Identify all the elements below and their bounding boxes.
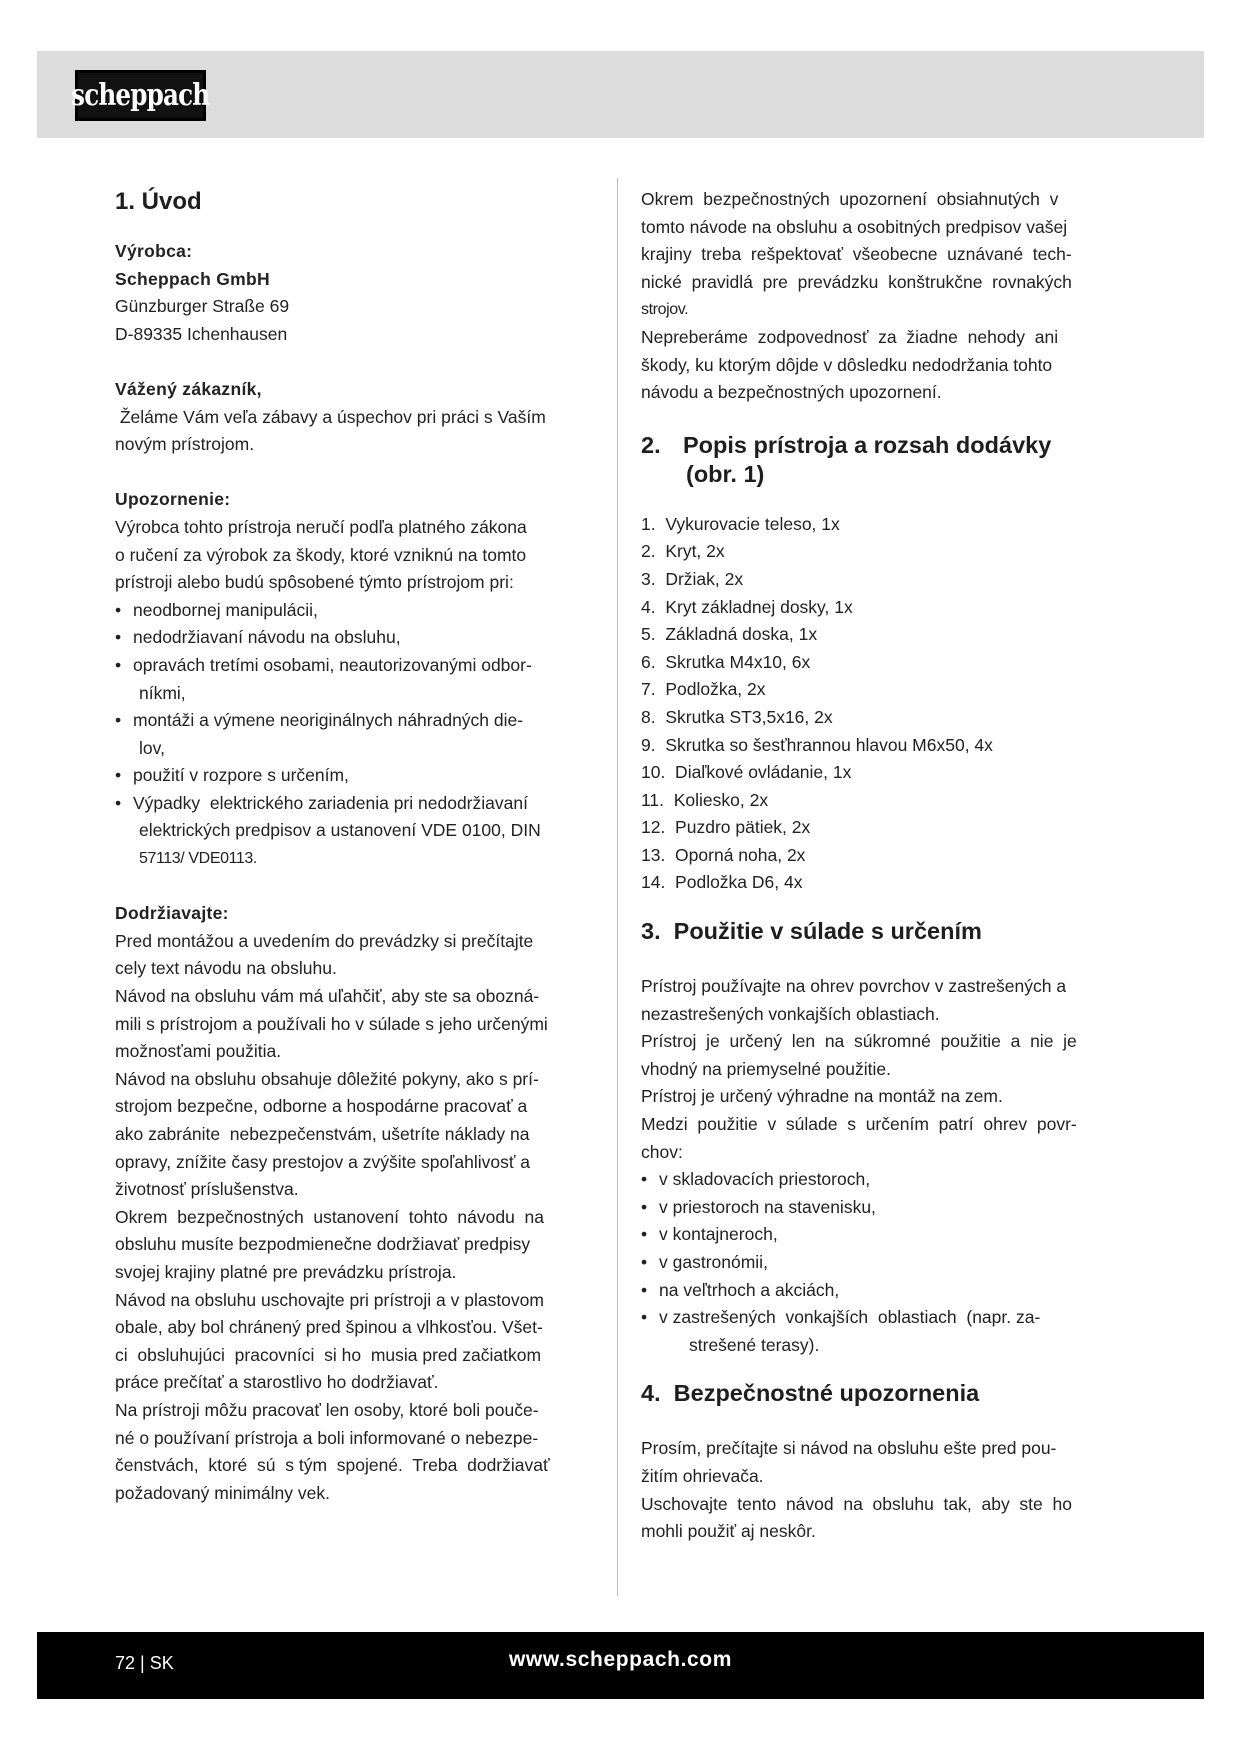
list-item xyxy=(641,1194,1121,1222)
scheppach-logo xyxy=(71,70,210,121)
list-item xyxy=(641,1277,1121,1305)
list-item-text-cont: strešené terasy). xyxy=(689,1334,820,1355)
text-line: vhodný na priemyselné použitie. xyxy=(641,1058,892,1079)
list-item: 6. Skrutka M4x10, 6x xyxy=(641,651,811,672)
list-item-text-cont: lov, xyxy=(139,737,165,758)
text-line: nické pravidlá pre prevádzku konštrukčne rovnakých xyxy=(641,271,1072,292)
list-item xyxy=(641,1249,1121,1277)
footer-band xyxy=(37,1632,1204,1699)
text-line: Na prístroji môžu pracovať len osoby, ktoré boli pouče- xyxy=(115,1399,539,1420)
section-3-title: 3. Použitie v súlade s určením xyxy=(641,918,982,945)
bullet-icon: • xyxy=(641,1169,648,1190)
bullet-icon: • xyxy=(115,627,122,648)
text-line: Návod na obsluhu obsahuje dôležité pokyny, ako s prí- xyxy=(115,1068,539,1089)
list-item: 9. Skrutka so šesťhrannou hlavou M6x50, 4x xyxy=(641,734,993,755)
text-line: žitím ohrievača. xyxy=(641,1465,764,1486)
list-item-text: v kontajneroch, xyxy=(659,1224,778,1245)
list-item-text: použití v rozpore s určením, xyxy=(133,765,349,786)
list-item: 13. Oporná noha, 2x xyxy=(641,844,806,865)
text-line: opravy, znížite časy prestojov a zvýšite spoľahlivosť a xyxy=(115,1151,530,1172)
intro-text xyxy=(641,186,1121,407)
section-2-title xyxy=(641,431,1121,489)
note-line: prístroji alebo budú spôsobené týmto prístrojom pri: xyxy=(115,572,514,593)
text-line: Okrem bezpečnostných ustanovení tohto návodu na xyxy=(115,1206,545,1227)
list-item-text: v gastronómii, xyxy=(659,1252,768,1272)
bullet-icon: • xyxy=(115,765,122,786)
column-divider xyxy=(617,178,618,1596)
parts-list xyxy=(641,511,1121,897)
observe-text xyxy=(115,928,607,1507)
company-city: D-89335 Ichenhausen xyxy=(115,323,288,344)
text-line: Prístroj používajte na ohrev povrchov v zastrešených a xyxy=(641,976,1067,997)
list-item: 8. Skrutka ST3,5x16, 2x xyxy=(641,706,833,727)
list-item-text: neodbornej manipulácii, xyxy=(133,599,318,620)
text-line: práce prečítať a starostlivo ho dodržiavať. xyxy=(115,1372,439,1393)
section-2-title-line-1: Popis prístroja a rozsah dodávky xyxy=(683,431,1052,458)
text-line: chov: xyxy=(641,1141,683,1162)
text-line: škody, ku ktorým dôjde v dôsledku nedodržania tohto xyxy=(641,354,1053,375)
intended-use-list xyxy=(641,1166,1121,1359)
text-line: strojom bezpečne, odborne a hospodárne pracovať a xyxy=(115,1096,528,1117)
list-item: 10. Diaľkové ovládanie, 1x xyxy=(641,762,852,783)
header-band xyxy=(37,51,1204,138)
text-line: čenstvách, ktoré sú s tým spojené. Treba dodržiavať xyxy=(115,1455,550,1476)
observe-label: Dodržiavajte: xyxy=(115,903,229,924)
bullet-icon: • xyxy=(641,1252,648,1272)
bullet-icon: • xyxy=(115,710,122,731)
list-item xyxy=(115,624,607,652)
list-item: 3. Držiak, 2x xyxy=(641,568,744,589)
text-line: návodu a bezpečnostných upozornení. xyxy=(641,382,942,403)
left-column xyxy=(115,186,607,1507)
text-line: svojej krajiny platné pre prevádzku prístroja. xyxy=(115,1261,457,1282)
bullet-icon: • xyxy=(115,792,122,813)
text-line: Pred montážou a uvedením do prevádzky si prečítajte xyxy=(115,930,534,951)
text-line: Návod na obsluhu uschovajte pri prístroji a v plastovom xyxy=(115,1289,544,1310)
text-line: né o používaní prístroja a boli informované o nebezpe- xyxy=(115,1427,539,1448)
bullet-icon: • xyxy=(115,599,122,620)
safety-text xyxy=(641,1435,1121,1545)
list-item-text: opravách tretími osobami, neautorizovanými odbor- xyxy=(133,654,532,675)
text-line: životnosť príslušenstva. xyxy=(115,1179,299,1200)
list-item: 7. Podložka, 2x xyxy=(641,679,766,700)
bullet-icon: • xyxy=(641,1307,648,1328)
note-label: Upozornenie: xyxy=(115,489,231,510)
page-number: 72 | SK xyxy=(115,1653,174,1673)
text-line: strojov. xyxy=(641,301,689,319)
list-item-text-cont: níkmi, xyxy=(139,682,186,703)
section-2-number: 2. xyxy=(641,431,661,458)
text-line: krajiny treba rešpektovať všeobecne uznávané tech- xyxy=(641,244,1072,265)
list-item-text-cont: elektrických predpisov a ustanovení VDE 0100, DIN xyxy=(139,820,541,841)
text-line: Prístroj je určený len na súkromné použitie a nie je xyxy=(641,1031,1077,1052)
text-line: obale, aby bol chránený pred špinou a vlhkosťou. Všet- xyxy=(115,1317,543,1338)
list-item-text: v zastrešených vonkajších oblastiach (napr. za- xyxy=(659,1307,1041,1328)
logo-text: scheppach xyxy=(71,78,210,113)
intended-use-text xyxy=(641,973,1121,1166)
text-line: Návod na obsluhu vám má uľahčiť, aby ste sa obozná- xyxy=(115,986,540,1007)
list-item: 14. Podložka D6, 4x xyxy=(641,872,803,893)
list-item-text: Výpadky elektrického zariadenia pri nedodržiavaní xyxy=(133,792,528,813)
list-item-text: na veľtrhoch a akciách, xyxy=(659,1279,840,1300)
list-item xyxy=(115,762,607,790)
text-line: mohli použiť aj neskôr. xyxy=(641,1521,816,1542)
text-line: ako zabránite nebezpečenstvám, ušetríte náklady na xyxy=(115,1124,530,1144)
section-1-title: 1. Úvod xyxy=(115,188,202,215)
website-link[interactable]: www.scheppach.com xyxy=(509,1648,732,1671)
list-item-text: v skladovacích priestoroch, xyxy=(659,1169,871,1190)
text-line: cely text návodu na obsluhu. xyxy=(115,958,337,979)
dear-customer-label: Vážený zákazník, xyxy=(115,378,262,399)
liability-list xyxy=(115,597,607,873)
list-item xyxy=(115,652,607,707)
bullet-icon: • xyxy=(115,654,122,675)
text-line: Prístroj je určený výhradne na montáž na zem. xyxy=(641,1086,1003,1107)
text-line: ci obsluhujúci pracovníci si ho musia pred začiatkom xyxy=(115,1344,542,1365)
text-line: Uschovajte tento návod na obsluhu tak, aby ste ho xyxy=(641,1493,1072,1514)
company-street: Günzburger Straße 69 xyxy=(115,296,290,317)
text-line: obsluhu musíte bezpodmienečne dodržiavať predpisy xyxy=(115,1234,531,1255)
bullet-icon: • xyxy=(641,1224,648,1245)
list-item: 12. Puzdro pätiek, 2x xyxy=(641,817,811,838)
text-line: Nepreberáme zodpovednosť za žiadne nehody ani xyxy=(641,326,1059,347)
company-name: Scheppach GmbH xyxy=(115,268,270,289)
list-item: 2. Kryt, 2x xyxy=(641,541,725,562)
list-item xyxy=(641,1304,1121,1359)
list-item: 11. Koliesko, 2x xyxy=(641,789,769,810)
list-item xyxy=(115,707,607,762)
bullet-icon: • xyxy=(641,1196,648,1217)
list-item-text: nedodržiavaní návodu na obsluhu, xyxy=(133,627,401,648)
list-item: 4. Kryt základnej dosky, 1x xyxy=(641,596,853,617)
list-item-text-cont: 57113/ VDE0113. xyxy=(139,850,257,868)
text-line: Prosím, prečítajte si návod na obsluhu ešte pred pou- xyxy=(641,1438,1057,1459)
list-item: 5. Základná doska, 1x xyxy=(641,624,818,645)
list-item: 1. Vykurovacie teleso, 1x xyxy=(641,513,840,534)
text-line: tomto návode na obsluhu a osobitných predpisov vašej xyxy=(641,216,1068,237)
section-2-title-line-2: (obr. 1) xyxy=(686,460,765,487)
list-item xyxy=(115,597,607,625)
text-line: Okrem bezpečnostných upozornení obsiahnutých v xyxy=(641,189,1059,209)
list-item-text: v priestoroch na stavenisku, xyxy=(659,1196,876,1217)
list-item xyxy=(641,1166,1121,1194)
text-line: mili s prístrojom a používali ho v súlade s jeho určenými xyxy=(115,1013,548,1034)
dear-customer-text-2: novým prístrojom. xyxy=(115,434,255,455)
list-item xyxy=(115,790,607,873)
list-item-text: montáži a výmene neoriginálnych náhradných die- xyxy=(133,710,524,731)
list-item xyxy=(641,1221,1121,1249)
text-line: požadovaný minimálny vek. xyxy=(115,1482,330,1503)
note-line: o ručení za výrobok za škody, ktoré vzniknú na tomto xyxy=(115,544,527,565)
bullet-icon: • xyxy=(641,1279,648,1300)
text-line: nezastrešených vonkajších oblastiach. xyxy=(641,1003,940,1024)
note-line: Výrobca tohto prístroja neručí podľa platného zákona xyxy=(115,516,527,537)
manufacturer-label: Výrobca: xyxy=(115,241,193,261)
dear-customer-text-1: Želáme Vám veľa zábavy a úspechov pri práci s Vaším xyxy=(115,406,546,427)
right-column xyxy=(641,186,1121,1546)
section-4-title: 4. Bezpečnostné upozornenia xyxy=(641,1380,980,1407)
text-line: možnosťami použitia. xyxy=(115,1041,282,1062)
text-line: Medzi použitie v súlade s určením patrí ohrev povr- xyxy=(641,1114,1077,1135)
